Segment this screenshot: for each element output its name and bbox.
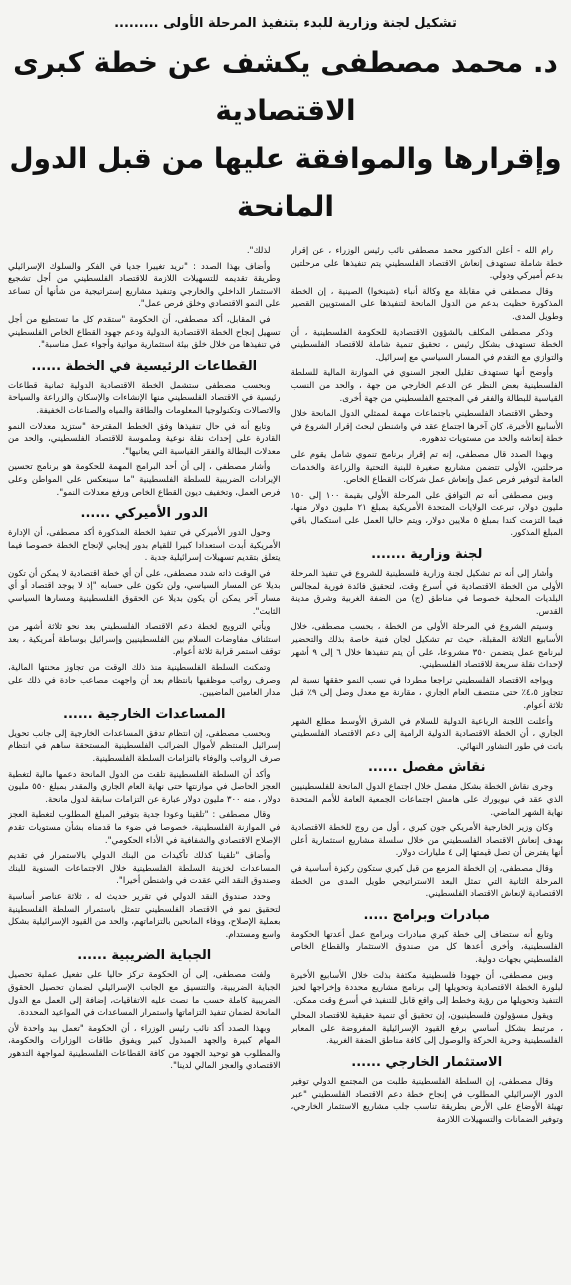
- headline: [8, 39, 563, 231]
- subheading: الدور الأميركي ......: [80, 506, 208, 522]
- paragraph: وتمكنت السلطة الفلسطينية منذ ذلك الوقت من تجاوز محنتها المالية، وصرف رواتب موظفيها بانتظام بعد أن واجهت مصاعب حادة في ذلك على مدار العامين الماضيين.: [8, 663, 281, 699]
- subheading: مبادرات وبرامج .....: [363, 907, 491, 923]
- paragraph: وقال مصطفى في مقابلة مع وكالة أنباء (شينخوا) الصينية ، إن الخطة المذكورة حظيت بدعم من الدول المانحة لتنفيذها على المستويين القصير وطويل المدى.: [290, 286, 563, 322]
- paragraph: وبحسب مصطفى ستشمل الخطة الاقتصادية الدولية ثمانية قطاعات رئيسية في الاقتصاد الفلسطيني منها الإنشاءات والإسكان والزراعة والسياحة والاتصالات وتكنولوجيا المعلومات والطاقة والمياه والصناعات الخفيفة.: [8, 380, 281, 416]
- paragraph: وحدد صندوق النقد الدولي في تقرير حديث له ، ثلاثة عناصر أساسية لتحقيق نمو في الاقتصاد الفلسطيني تتمثل باستمرار السلطة الفلسطينية بعملية الإصلاح، ووفاء المانحين بالتزاماتهم، والحد من القيود الإسرائيلية بشكل واسع ومستدام.: [8, 891, 281, 940]
- paragraph: وقال مصطفى : "تلقينا وعودا جدية بتوفير المبلغ المطلوب لتغطية العجز في الموازنة الفلسطينية، خصوصا في ضوء ما قدمناه بشأن مستويات تقدم الإصلاح الاقتصادي والشفافية في الأداء الحكومي".: [8, 810, 281, 846]
- headline-line-2: وإقرارها والموافقة عليها من قبل الدول المانحة: [9, 142, 562, 223]
- right-column: [291, 245, 564, 1285]
- paragraph: وأشار إلى أنه تم تشكيل لجنة وزارية فلسطينية للشروع في تنفيذ المرحلة الأولى من الخطة الاقتصادية في أسرع وقت، لتحقيق فائدة فورية لمجالس البلديات المحلية خصوصا في مناطق (ج) من الضفة الغربية وشرق مدينة القدس.: [290, 569, 563, 617]
- paragraph: وبهذا الصدد قال مصطفى، إنه تم إقرار برنامج تنموي شامل يقوم على مرحلتين، الأولى تتضمن مشاريع صغيرة للبنية التحتية والزراعة والخدمات العامة لتوفير فرص عمل وإنعاش عمل شركات القطاع الخاص.: [290, 449, 563, 486]
- paragraph: وأوضح أنها تستهدف تقليل العجز السنوي في الموازنة المالية للسلطة الفلسطينية بعض النظر عن الدعم الخارجي من جهة ، والحد من النسب القياسية للبطالة والفقر في المجتمع الفلسطيني من جهة أخرى.: [290, 368, 563, 404]
- paragraph: وأكد أن السلطة الفلسطينية تلقت من الدول المانحة دعمها مالية لتغطية العجز الحاصل في موازنتها حتى نهاية العام الجاري والمقدر بمبلغ ٥٥٠ مليون دولار ، منه ٣٠٠ مليون دولار عبارة عن التزامات سابقة لدول مانحة.: [8, 769, 281, 805]
- paragraph: لذلك".: [246, 246, 271, 256]
- paragraph: وبحسب مصطفى، إن انتظام تدفق المساعدات الخارجية إلى جانب تحويل إسرائيل المنتظم لأموال الضرائب الفلسطينية المستحقة ساهم في انتظام صرف الرواتب والوفاء بالتزامات السلطة الفلسطينية.: [8, 728, 281, 764]
- paragraph: وذكر مصطفى المكلف بالشؤون الاقتصادية للحكومة الفلسطينية ، أن الخطة تستهدف بشكل رئيس ، تحقيق تنمية شاملة للاقتصاد الفلسطيني والتوازي مع التقدم في المسار السياسي مع إسرائيل.: [290, 327, 563, 363]
- paragraph: وقال مصطفى، إن السلطة الفلسطينية طلبت من المجتمع الدولي توفير الدور الإسرائيلي المطلوب في إنجاح خطة دعم الاقتصاد الفلسطيني "عبر تهيئة الأوضاع على الأرض بطريقة تناسب جلب مشاريع الاستثمار الخارجي، وتوفير الضمانات والتسهيلات اللازمة: [290, 1077, 563, 1125]
- article-columns: [8, 245, 563, 1285]
- paragraph: وقال مصطفى، إن الخطة المزمع من قبل كيري ستكون ركيزة أساسية في المرحلة الثانية التي تمثل البعد الاستراتيجي طويل المدى من الخطة الاقتصادية لإنعاش الاقتصاد الفلسطيني.: [290, 863, 563, 900]
- subheading: الجباية الضريبية ......: [77, 948, 212, 964]
- paragraph: وبين مصطفى، أن جهودا فلسطينية مكثفة بذلت خلال الأسابيع الأخيرة لبلورة الخطة الاقتصادية وتحويلها إلى برنامج مشاريع محددة وإخراجها لحيز التنفيذ وتحويلها من رؤية وخطط إلى واقع قابل للتنفيذ في أسرع وقت ممكن.: [290, 970, 563, 1006]
- paragraph: وأضاف بهذا الصدد : "نريد تغييرا جديا في الفكر والسلوك الإسرائيلي وطريقة تقديمه للتسهيلات اللازمة للاقتصاد الفلسطيني من أجل تشجيع الاستثمار الداخلي والخارجي وتنفيذ مشاريع إستراتيجية من شأنها أن تساعد على النمو الاقتصادي وخلق فرص عمل".: [8, 261, 281, 310]
- paragraph: في الوقت ذاته شدد مصطفى، على أن أي خطة اقتصادية لا يمكن أن تكون بديلا عن المسار السياسي، ولن تكون على حسابه "إذ لا يوجد اقتصاد أو أي مسار آخر يمكن أن يكون بديلا عن الحقوق الفلسطينية ومسارها السياسي الثابت".: [8, 568, 281, 617]
- paragraph: ويأتي الترويج لخطة دعم الاقتصاد الفلسطيني بعد نحو ثلاثة أشهر من استئناف مفاوضات السلام بين الفلسطينيين وإسرائيل بوساطة أمريكية ، بعد توقف استمر قرابة ثلاثة أعوام.: [8, 622, 281, 658]
- paragraph: رام الله - أعلن الدكتور محمد مصطفى نائب رئيس الوزراء ، عن إقرار خطة شاملة تستهدف إنعاش الاقتصاد الفلسطيني يتم تنفيذها على مرحلتين بدعم أميركي ودولي.: [290, 246, 563, 282]
- paragraph: وبهذا الصدد أكد نائب رئيس الوزراء ، أن الحكومة "تعمل بيد واحدة لأن المهام كبيرة والجهد المبذول كبير ويفوق طاقات الوزارات والحكومة، والمطلوب هو توحيد الجهود من كافة القطاعات الفلسطينية لمواجهة التدهور الاقتصادي والعجز المالي لدينا".: [8, 1023, 281, 1072]
- headline-line-1: د. محمد مصطفى يكشف عن خطة كبرى الاقتصادية: [13, 46, 558, 127]
- paragraph: في المقابل، أكد مصطفى، أن الحكومة "ستقدم كل ما تستطيع من أجل تسهيل إنجاح الخطة الاقتصادية الدولية ودعم جهود القطاع الخاص الفلسطيني في تنفيذها من خلال خلق بيئة استثمارية مواتية وأجواء عمل مناسبة".: [8, 314, 281, 351]
- paragraph: ويقول مسؤولون فلسطينيون، إن تحقيق أي تنمية حقيقية للاقتصاد المحلي ، مرتبط بشكل أساسي برفع القيود الإسرائيلية المفروضة على المعابر الفلسطينية وحرية الحركة والوصول إلى كافة مناطق الضفة الغربية.: [290, 1011, 563, 1047]
- subheading: المساعدات الخارجية ......: [63, 706, 226, 722]
- subheading: لجنة وزارية .......: [371, 547, 483, 563]
- paragraph: ولفت مصطفى، إلى أن الحكومة تركز حاليا على تفعيل عملية تحصيل الجباية الضريبية، والتنسيق مع الجانب الإسرائيلي لضمان تحصيل الحقوق الضريبية كاملة حسب ما نصت عليه الاتفاقيات، إضافة إلى العمل مع الدول المانحة لضمان تنفيذ التزاماتها واستمرار المساعدات في المواعيد المحددة.: [8, 970, 281, 1019]
- paragraph: وتابع أنه ستضاف إلى خطة كيري مبادرات وبرامج عمل أعدتها الحكومة الفلسطينية، وأخرى أعدها كل من صندوق الاستثمار والقطاع الخاص الفلسطيني بجهات دولية.: [290, 929, 563, 965]
- paragraph: وتابع أنه في حال تنفيذها وفق الخطط المقترحة "ستزيد معدلات النمو القادرة على إحداث نقلة نوعية وملموسة للاقتصاد الفلسطيني، والحد من معدلات البطالة والفقر القياسية التي يعانيها".: [8, 421, 281, 457]
- paragraph: وأشار مصطفى ، إلى أن أحد البرامج المهمة للحكومة هو برنامج تحسين الإيرادات الضريبية للسلطة الفلسطينية "ما سينعكس على المواطن وعلى فرص العمل، وتخفيف ديون القطاع الخاص ورفع معدلات النمو".: [8, 462, 281, 498]
- paragraph: وحول الدور الأميركي في تنفيذ الخطة المذكورة أكد مصطفى، أن الإدارة الأمريكية أبدت استعدادا كبيرا للقيام بدور إيجابي لإنجاح الخطة خصوصا فيما يتعلق بتقديم تسهيلات إسرائيلية جدية .: [8, 528, 281, 564]
- paragraph: وسيتم الشروع في المرحلة الأولى من الخطة ، بحسب مصطفى، خلال الأسابيع الثلاثة المقبلة، حيث تم تشكيل لجان فنية خاصة بذلك والتحضير لبرنامج عمل يتضمن ٣٥٠ مشروعا، على أن يتم تنفيذها خلال ٦ إلى ٩ أشهر لإحداث نقلة سريعة للاقتصاد الفلسطيني.: [290, 622, 563, 671]
- paragraph: ويواجه الاقتصاد الفلسطيني تراجعا مطردا في نسب النمو حققها نسبة لم تتجاوز ٤،٥٪ حتى منتصف العام الجاري ، مقارنة مع معدل وصل إلى ٩٪ قبل ثلاثة أعوام.: [290, 675, 563, 711]
- paragraph: وأضاف "تلقينا كذلك تأكيدات من البنك الدولي بالاستمرار في تقديم المساعدات لخزينة السلطة الفلسطينية خلال الاجتماعات السنوية للبنك وصندوق النقد التي عقدت في واشنطن أخيرا".: [8, 851, 281, 887]
- paragraph: وبين مصطفى أنه تم التوافق على المرحلة الأولى بقيمة ١٠٠ إلى ١٥٠ مليون دولار، تبرعت الولايات المتحدة الأمريكية بمبلغ ٢١ مليون دولار منها، فيما التزمت كندا بمبلغ ٥ ملايين دولار، ويتم حاليا العمل على استكمال باقي المبلغ المذكور.: [290, 490, 563, 539]
- kicker-line: تشكيل لجنة وزارية للبدء بتنفيذ المرحلة الأولى .........: [114, 16, 457, 31]
- paragraph: وأعلنت اللجنة الرباعية الدولية للسلام في الشرق الأوسط مطلع الشهر الجاري ، أن الخطة الاقتصادية الدولية الرامية إلى دعم الاقتصاد الفلسطيني باتت في طور التشاور النهائي.: [290, 716, 563, 752]
- subheading: نقاش مفصل ......: [367, 760, 486, 776]
- paragraph: وحظي الاقتصاد الفلسطيني باجتماعات مهمة لممثلي الدول المانحة خلال الأسابيع الأخيرة، كان آخرها اجتماع عقد في واشنطن لبحث إقرار الشروع في خطة إنعاشه والحد من مستويات تدهوره.: [290, 409, 563, 445]
- subheading: الاستثمار الخارجي ......: [351, 1055, 503, 1071]
- paragraph: وجرى نقاش الخطة بشكل مفصل خلال اجتماع الدول المانحة للفلسطينيين الذي عقد في نيويورك على هامش اجتماعات الجمعية العامة للأمم المتحدة نهاية الشهر الماضي.: [290, 782, 563, 818]
- subheading: القطاعات الرئيسية في الخطة ......: [31, 358, 258, 374]
- left-column: [8, 245, 281, 1285]
- paragraph: وكان وزير الخارجية الأمريكي جون كيري ، أول من روج للخطة الاقتصادية بهدف إنعاش الاقتصاد الفلسطيني من خلال سلسلة مشاريع استثمارية أعلن أنها يفترض أن تصل قيمتها إلى ٤ مليارات دولار.: [290, 823, 563, 859]
